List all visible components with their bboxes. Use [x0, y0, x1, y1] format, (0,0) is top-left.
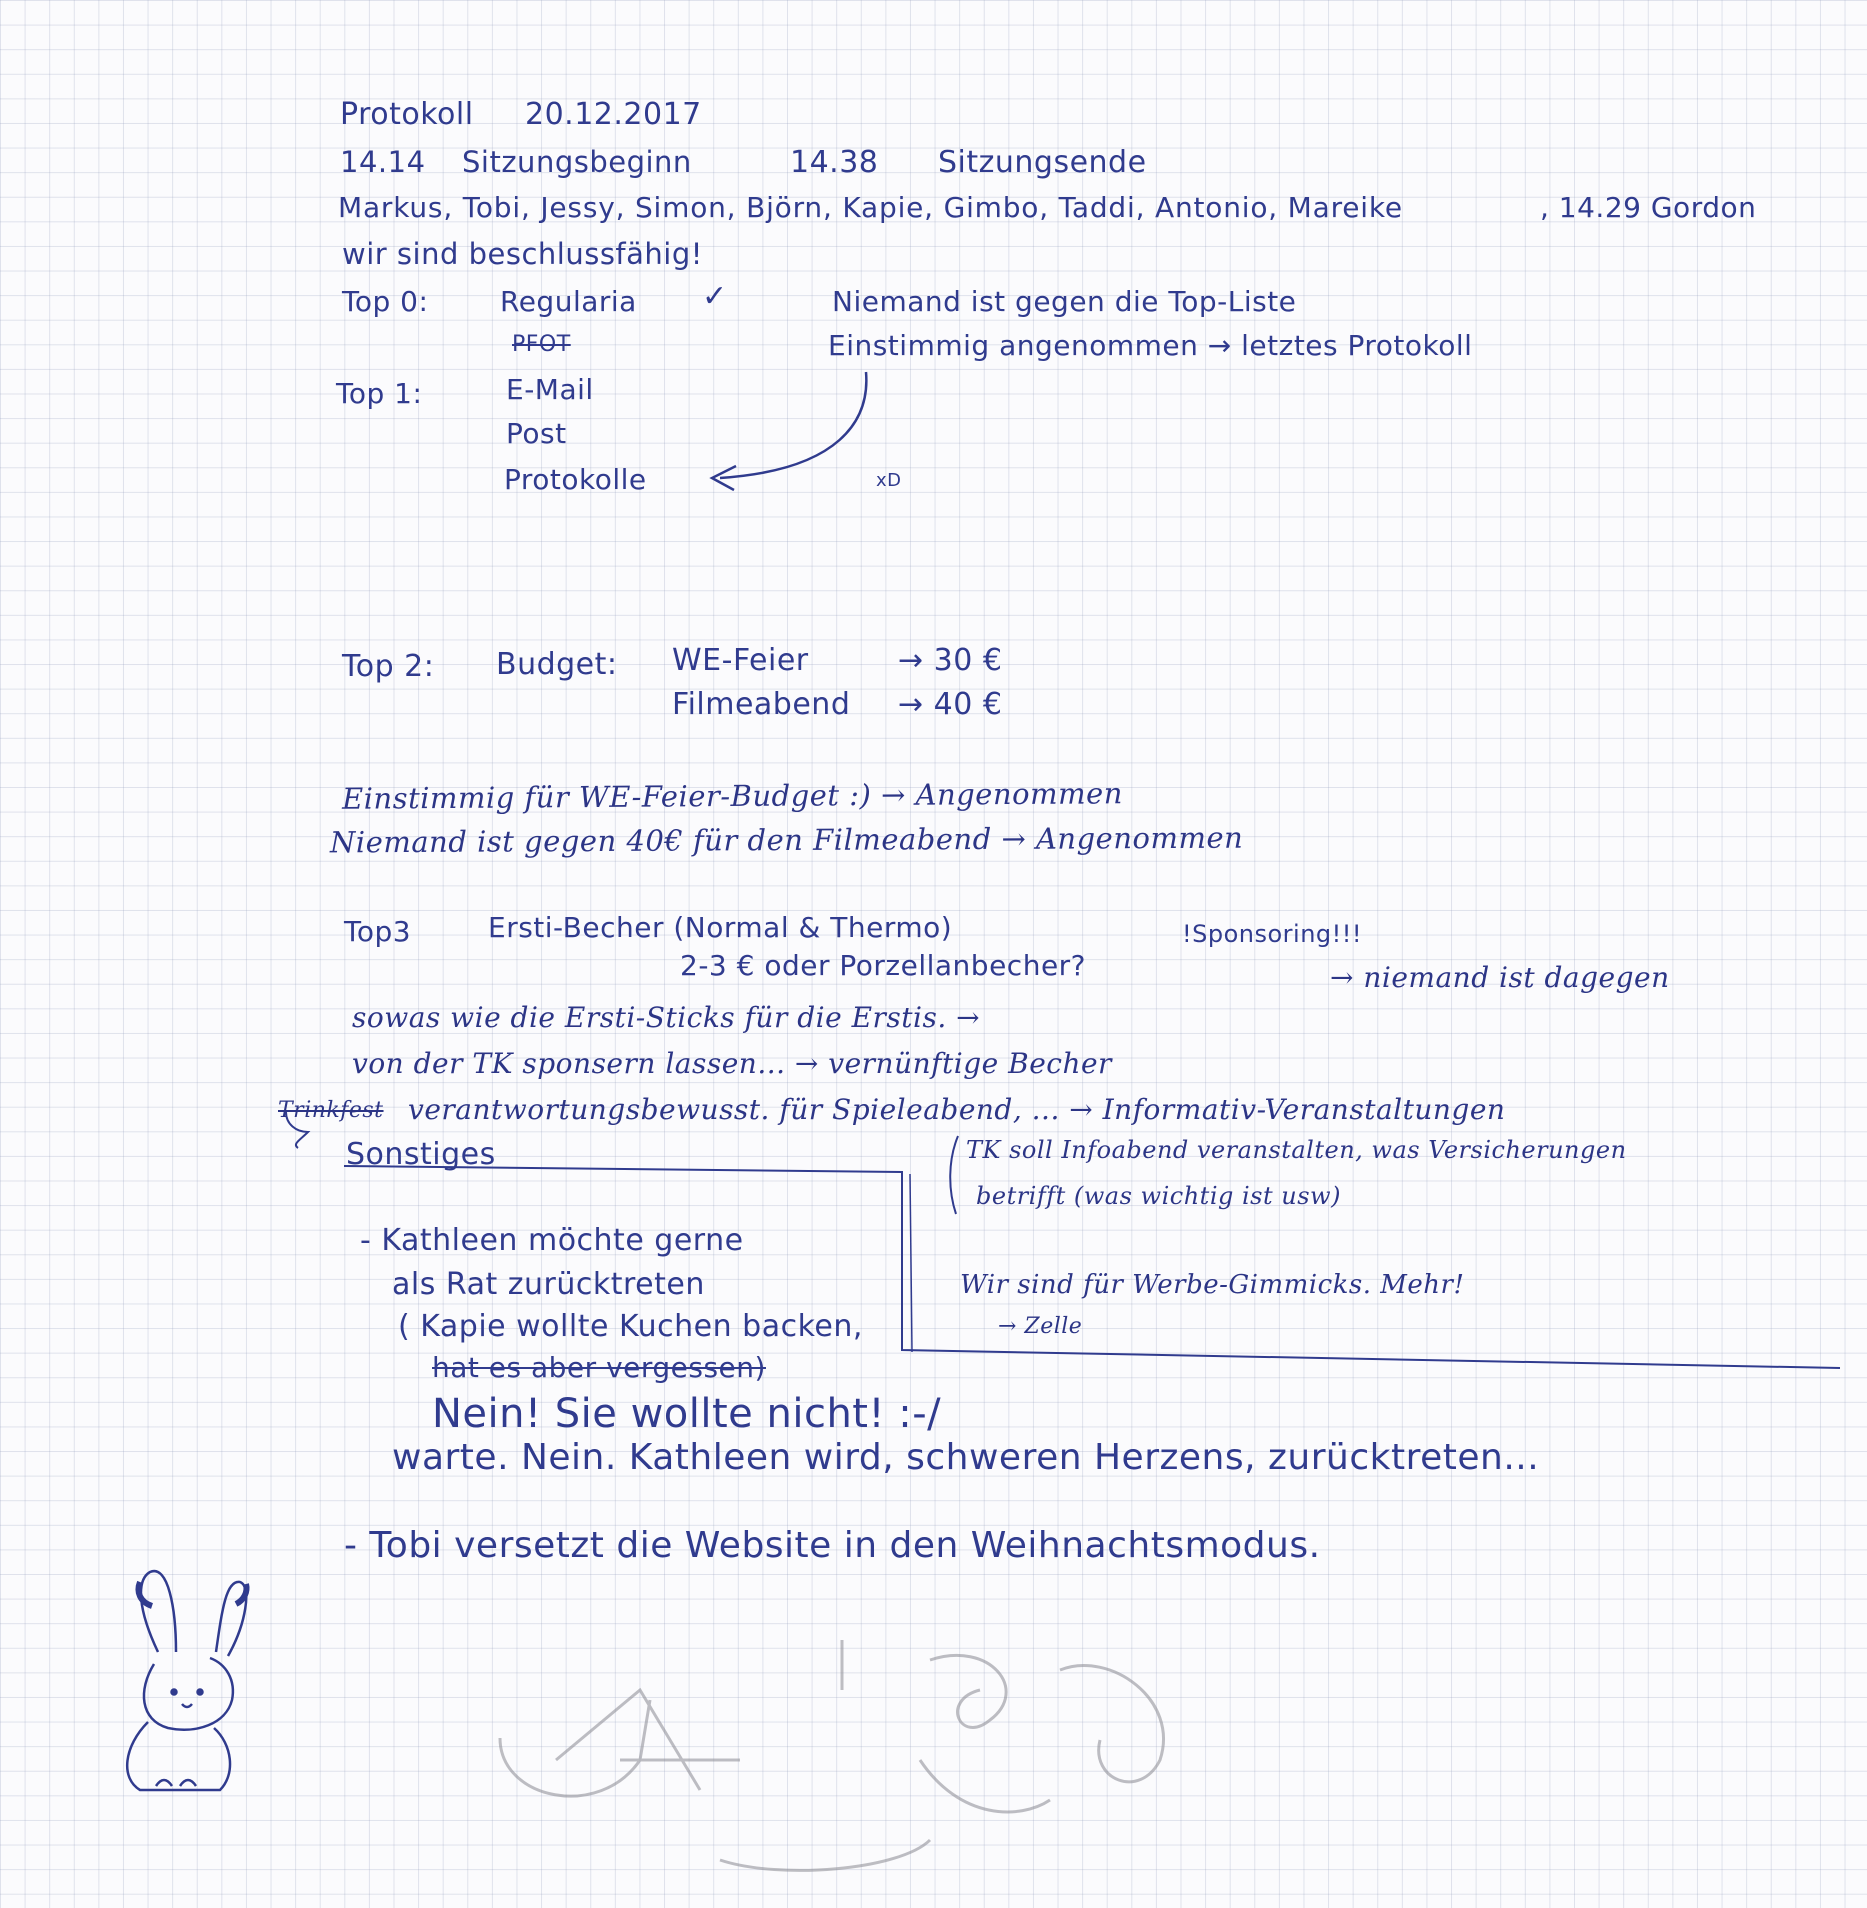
end-label: Sitzungsende: [938, 145, 1147, 180]
top3-struck-word: Trinkfest: [278, 1098, 384, 1123]
top0-label: Top 0:: [342, 285, 429, 318]
gimmicks-note: Wir sind für Werbe-Gimmicks. Mehr!: [960, 1270, 1465, 1300]
infoabend-note-line1: TK soll Infoabend veranstalten, was Versicherungen: [966, 1136, 1627, 1164]
vote-wefeier: Einstimmig für WE-Feier-Budget :) → Angenommen: [341, 776, 1123, 816]
nobody-against-note: → niemand ist dagegen: [1330, 961, 1670, 994]
budget-label: Budget:: [496, 647, 618, 682]
arrow-doodle: [720, 372, 866, 478]
sonstiges-item1-line1: - Kathleen möchte gerne: [360, 1223, 744, 1258]
top1-label: Top 1:: [336, 377, 423, 410]
top0-item: Regularia: [500, 285, 637, 318]
sonstiges-item2: - Tobi versetzt die Website in den Weihnachtsmodus.: [344, 1525, 1321, 1566]
top3-line5: verantwortungsbewusst. für Spieleabend, ... → Informativ-Veranstaltungen: [408, 1093, 1506, 1126]
top2-label: Top 2:: [342, 649, 435, 684]
sonstiges-item1-line2: als Rat zurücktreten: [392, 1267, 705, 1302]
sonstiges-item1-line3: ( Kapie wollte Kuchen backen,: [398, 1309, 863, 1344]
budget-amount-filmeabend: → 40 €: [898, 687, 1003, 722]
sonstiges-item1-line6: warte. Nein. Kathleen wird, schweren Herzens, zurücktreten...: [392, 1437, 1540, 1478]
start-time: 14.14: [340, 145, 426, 179]
top0-note-line2: Einstimmig angenommen → letztes Protokoll: [828, 329, 1473, 362]
gimmicks-sub-note: → Zelle: [998, 1314, 1083, 1339]
top3-line4: von der TK sponsern lassen... → vernünftige Becher: [352, 1047, 1112, 1080]
vote-filmeabend: Niemand ist gegen 40€ für den Filmeabend → Angenommen: [329, 820, 1244, 860]
top0-note-line1: Niemand ist gegen die Top-Liste: [832, 285, 1297, 318]
sonstiges-label: Sonstiges: [346, 1137, 496, 1172]
budget-item-wefeier: WE-Feier: [672, 643, 809, 678]
protocol-title: Protokoll: [340, 97, 474, 132]
quorum-note: wir sind beschlussfähig!: [342, 237, 703, 271]
pencil-scribble-icon: [500, 1640, 1164, 1870]
budget-item-filmeabend: Filmeabend: [672, 687, 851, 722]
top3-line3: sowas wie die Ersti-Sticks für die Erstis. →: [352, 1001, 981, 1034]
check-icon: ✓: [702, 279, 728, 314]
sonstiges-item1-line4: hat es aber vergessen): [432, 1351, 766, 1384]
end-time: 14.38: [790, 145, 879, 180]
top1-item-email: E-Mail: [506, 373, 594, 406]
start-label: Sitzungsbeginn: [462, 145, 692, 179]
top3-label: Top3: [344, 915, 412, 948]
protocol-date: 20.12.2017: [525, 97, 702, 132]
attendee-list: Markus, Tobi, Jessy, Simon, Björn, Kapie, Gimbo, Taddi, Antonio, Mareike: [338, 191, 1403, 224]
budget-amount-wefeier: → 30 €: [898, 643, 1003, 678]
late-arrival: , 14.29 Gordon: [1540, 191, 1757, 224]
top3-line2: 2-3 € oder Porzellanbecher?: [680, 949, 1087, 982]
emoticon: xD: [876, 470, 902, 491]
sponsoring-note: !Sponsoring!!!: [1182, 920, 1363, 948]
top1-item-protokolle: Protokolle: [504, 463, 647, 496]
sonstiges-item1-line5: Nein! Sie wollte nicht! :-/: [432, 1391, 942, 1437]
top1-item-post: Post: [506, 417, 567, 450]
infoabend-note-line2: betrifft (was wichtig ist usw): [976, 1182, 1341, 1210]
top3-line1: Ersti-Becher (Normal & Thermo): [488, 911, 953, 944]
bunny-icon: [127, 1571, 246, 1790]
top0-struck-item: PFOT: [512, 332, 571, 357]
